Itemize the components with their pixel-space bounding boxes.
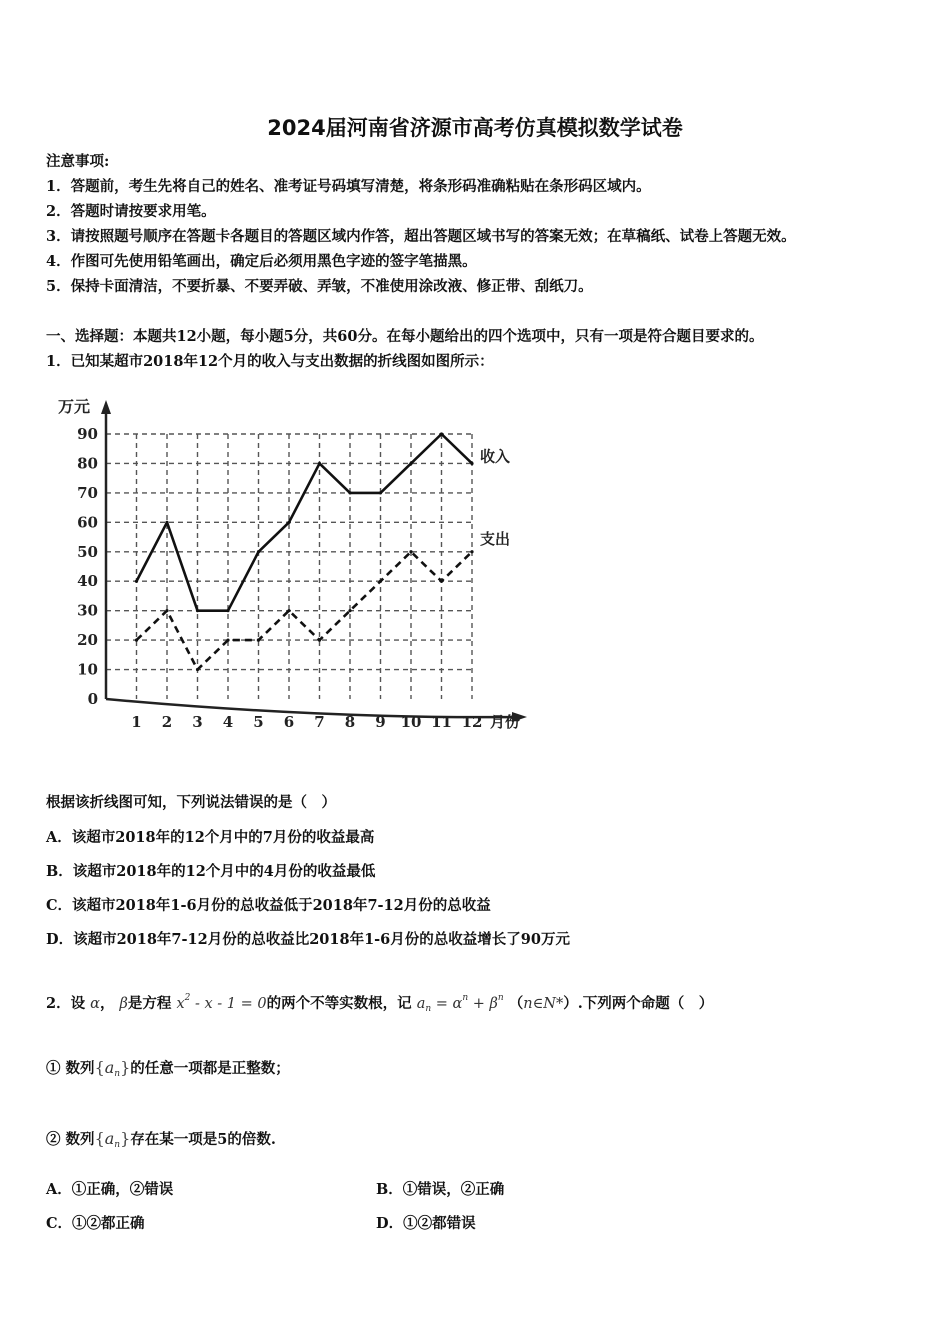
y-tick-label: 20 xyxy=(77,631,98,650)
q2-text-1: 是方程 xyxy=(127,995,172,1012)
x-axis-label: 月份 xyxy=(490,713,521,731)
data-point xyxy=(440,432,443,435)
option-d: D．该超市2018年7-12月份的总收益比2018年1-6月份的总收益增长了90万元 xyxy=(46,931,570,948)
data-point xyxy=(470,462,473,465)
proposition-1: ① 数列$\{a_n\}$的任意一项都是正整数； xyxy=(46,1058,290,1079)
section-heading: 一、选择题：本题共12小题，每小题5分，共60分。在每小题给出的四个选项中，只有一项是符合题目要求的。 xyxy=(46,328,764,345)
q2-option-d: D．①②都错误 xyxy=(376,1215,476,1232)
y-tick-label: 10 xyxy=(77,660,98,679)
data-point xyxy=(287,521,290,524)
notice-item: 2．答题时请按要求用笔。 xyxy=(46,203,216,220)
data-point xyxy=(257,550,260,553)
q2-comma: ， xyxy=(99,995,115,1012)
notice-item: 3．请按照题号顺序在答题卡各题目的答题区域内作答，超出答题区域书写的答案无效；在草稿纸、试卷上答题无效。 xyxy=(46,228,796,245)
y-tick-label: 0 xyxy=(87,690,98,708)
data-point xyxy=(318,639,321,642)
x-tick-label: 10 xyxy=(400,713,422,731)
y-tick-label: 80 xyxy=(77,454,98,473)
data-point xyxy=(135,639,138,642)
data-point xyxy=(318,462,321,465)
beta-symbol: β xyxy=(119,996,128,1012)
data-point xyxy=(348,491,351,494)
notice-item: 4．作图可先使用铅笔画出，确定后必须用黑色字迹的签字笔描黑。 xyxy=(46,253,477,270)
data-point xyxy=(165,609,168,612)
series-label: 支出 xyxy=(480,529,511,548)
data-point xyxy=(470,550,473,553)
sequence-definition: $a_n = \alpha^n + \beta^n$ xyxy=(416,993,504,1014)
series-label: 收入 xyxy=(480,447,511,466)
x-tick-label: 6 xyxy=(283,713,295,731)
q2-number: 2．设 xyxy=(46,995,86,1012)
x-tick-label: 12 xyxy=(461,713,483,731)
x-tick-label: 5 xyxy=(253,713,264,731)
x-tick-label: 2 xyxy=(161,713,173,731)
notice-item: 1．答题前，考生先将自己的姓名、准考证号码填写清楚，将条形码准确粘贴在条形码区域内。 xyxy=(46,178,651,195)
q2-paren: （ xyxy=(508,995,524,1012)
q2-option-a: A．①正确，②错误 xyxy=(46,1181,174,1198)
y-tick-label: 60 xyxy=(77,513,98,532)
question-2-stem xyxy=(46,988,713,1019)
x-tick-label: 3 xyxy=(192,713,203,731)
alpha-symbol: α xyxy=(90,996,100,1012)
data-point xyxy=(135,580,138,583)
n-domain: n∈N* xyxy=(523,996,564,1012)
q2-text-3: ）.下列两个命题（ ） xyxy=(563,995,714,1012)
q2-text-2: 的两个不等实数根，记 xyxy=(266,995,412,1012)
x-tick-label: 1 xyxy=(131,713,142,731)
y-tick-label: 30 xyxy=(77,601,98,620)
equation: $x^2 - x - 1 = 0$ xyxy=(176,993,267,1012)
line-chart xyxy=(40,392,540,752)
data-point xyxy=(348,609,351,612)
data-point xyxy=(379,580,382,583)
data-point xyxy=(379,491,382,494)
data-point xyxy=(226,639,229,642)
x-tick-label: 9 xyxy=(375,713,386,731)
q2-option-b: B．①错误，②正确 xyxy=(376,1181,505,1198)
y-axis-arrow xyxy=(101,400,111,414)
question-1-stem: 1．已知某超市2018年12个月的收入与支出数据的折线图如图所示： xyxy=(46,353,494,370)
data-point xyxy=(440,580,443,583)
y-tick-label: 70 xyxy=(77,483,98,502)
y-tick-label: 90 xyxy=(77,425,98,443)
y-tick-label: 50 xyxy=(77,542,98,561)
x-tick-label: 8 xyxy=(344,713,356,731)
data-point xyxy=(196,609,199,612)
data-point xyxy=(409,550,412,553)
option-c: C．该超市2018年1-6月份的总收益低于2018年7-12月份的总收益 xyxy=(46,897,491,914)
y-tick-label: 40 xyxy=(77,572,98,591)
option-a: A．该超市2018年的12个月中的7月份的收益最高 xyxy=(46,829,375,846)
x-tick-label: 11 xyxy=(431,713,452,731)
data-point xyxy=(165,521,168,524)
data-point xyxy=(196,668,199,671)
notice-item: 5．保持卡面清洁，不要折暴、不要弄破、弄皱，不准使用涂改液、修正带、刮纸刀。 xyxy=(46,278,593,295)
option-b: B．该超市2018年的12个月中的4月份的收益最低 xyxy=(46,863,376,880)
page-title: 2024届河南省济源市高考仿真模拟数学试卷 xyxy=(267,116,683,140)
question-1-prompt: 根据该折线图可知，下列说法错误的是（ ） xyxy=(46,794,336,811)
y-axis-label: 万元 xyxy=(58,397,91,416)
q2-option-c: C．①②都正确 xyxy=(46,1215,145,1232)
x-tick-label: 7 xyxy=(314,713,325,731)
data-point xyxy=(257,639,260,642)
notice-heading: 注意事项: xyxy=(46,153,110,170)
x-tick-label: 4 xyxy=(222,713,234,731)
data-point xyxy=(287,609,290,612)
data-point xyxy=(409,462,412,465)
proposition-2: ② 数列$\{a_n\}$存在某一项是5的倍数. xyxy=(46,1129,276,1150)
data-point xyxy=(226,609,229,612)
